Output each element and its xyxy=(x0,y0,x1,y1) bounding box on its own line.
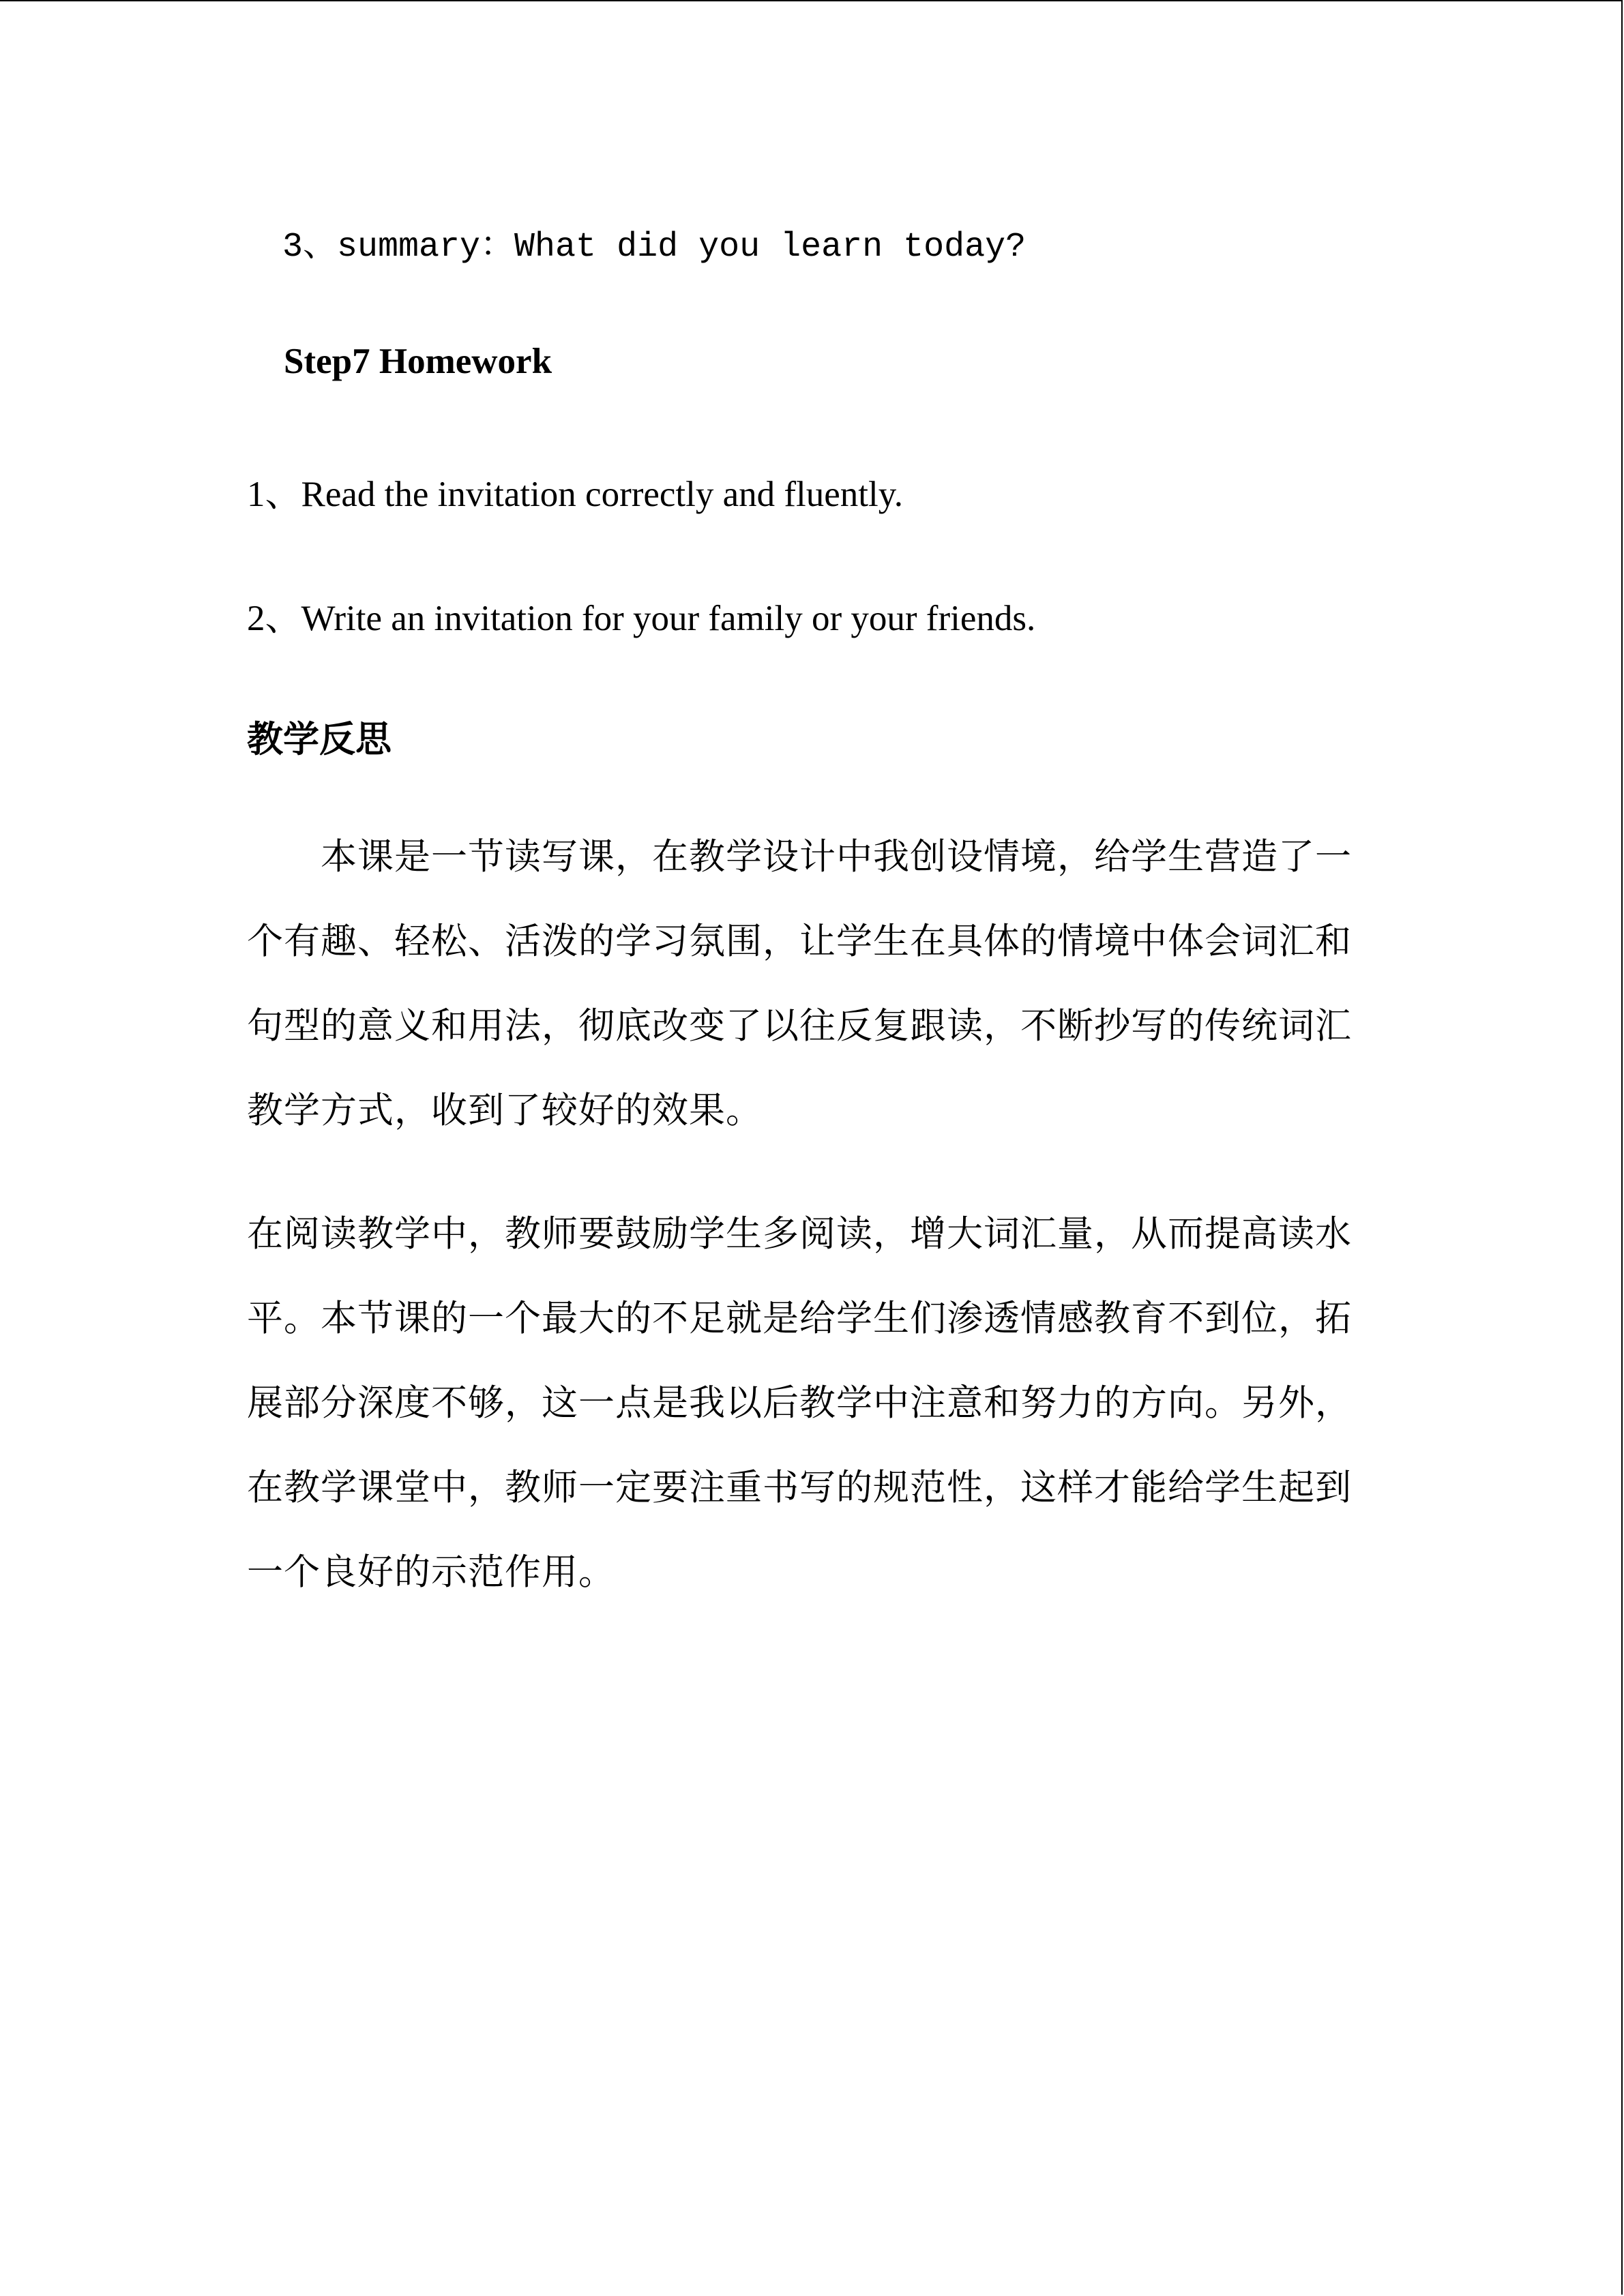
homework-item-1: 1、Read the invitation correctly and fluently. xyxy=(247,475,904,514)
reflection-heading: 教学反思 xyxy=(247,718,392,760)
summary-line: 3、summary：What did you learn today? xyxy=(282,228,1027,267)
reflection-paragraph-2: 在阅读教学中，教师要鼓励学生多阅读，增大词汇量，从而提高读水平。本节课的一个最大的不足就是给学生们渗透情感教育不到位，拓展部分深度不够，这一点是我以后教学中注意和努力的方向。另外，在教学课堂中，教师一定要注重书写的规范性，这样才能给学生起到一个良好的示范作用。 xyxy=(247,1213,1352,1593)
homework-item-2: 2、Write an invitation for your family or your friends. xyxy=(247,599,1036,638)
reflection-paragraph-1: 本课是一节读写课，在教学设计中我创设情境，给学生营造了一个有趣、轻松、活泼的学习氛围，让学生在具体的情境中体会词汇和句型的意义和用法，彻底改变了以往反复跟读，不断抄写的传统词汇教学方式，收到了较好的效果。 xyxy=(247,836,1352,1131)
step7-heading: Step7 Homework xyxy=(284,342,552,381)
